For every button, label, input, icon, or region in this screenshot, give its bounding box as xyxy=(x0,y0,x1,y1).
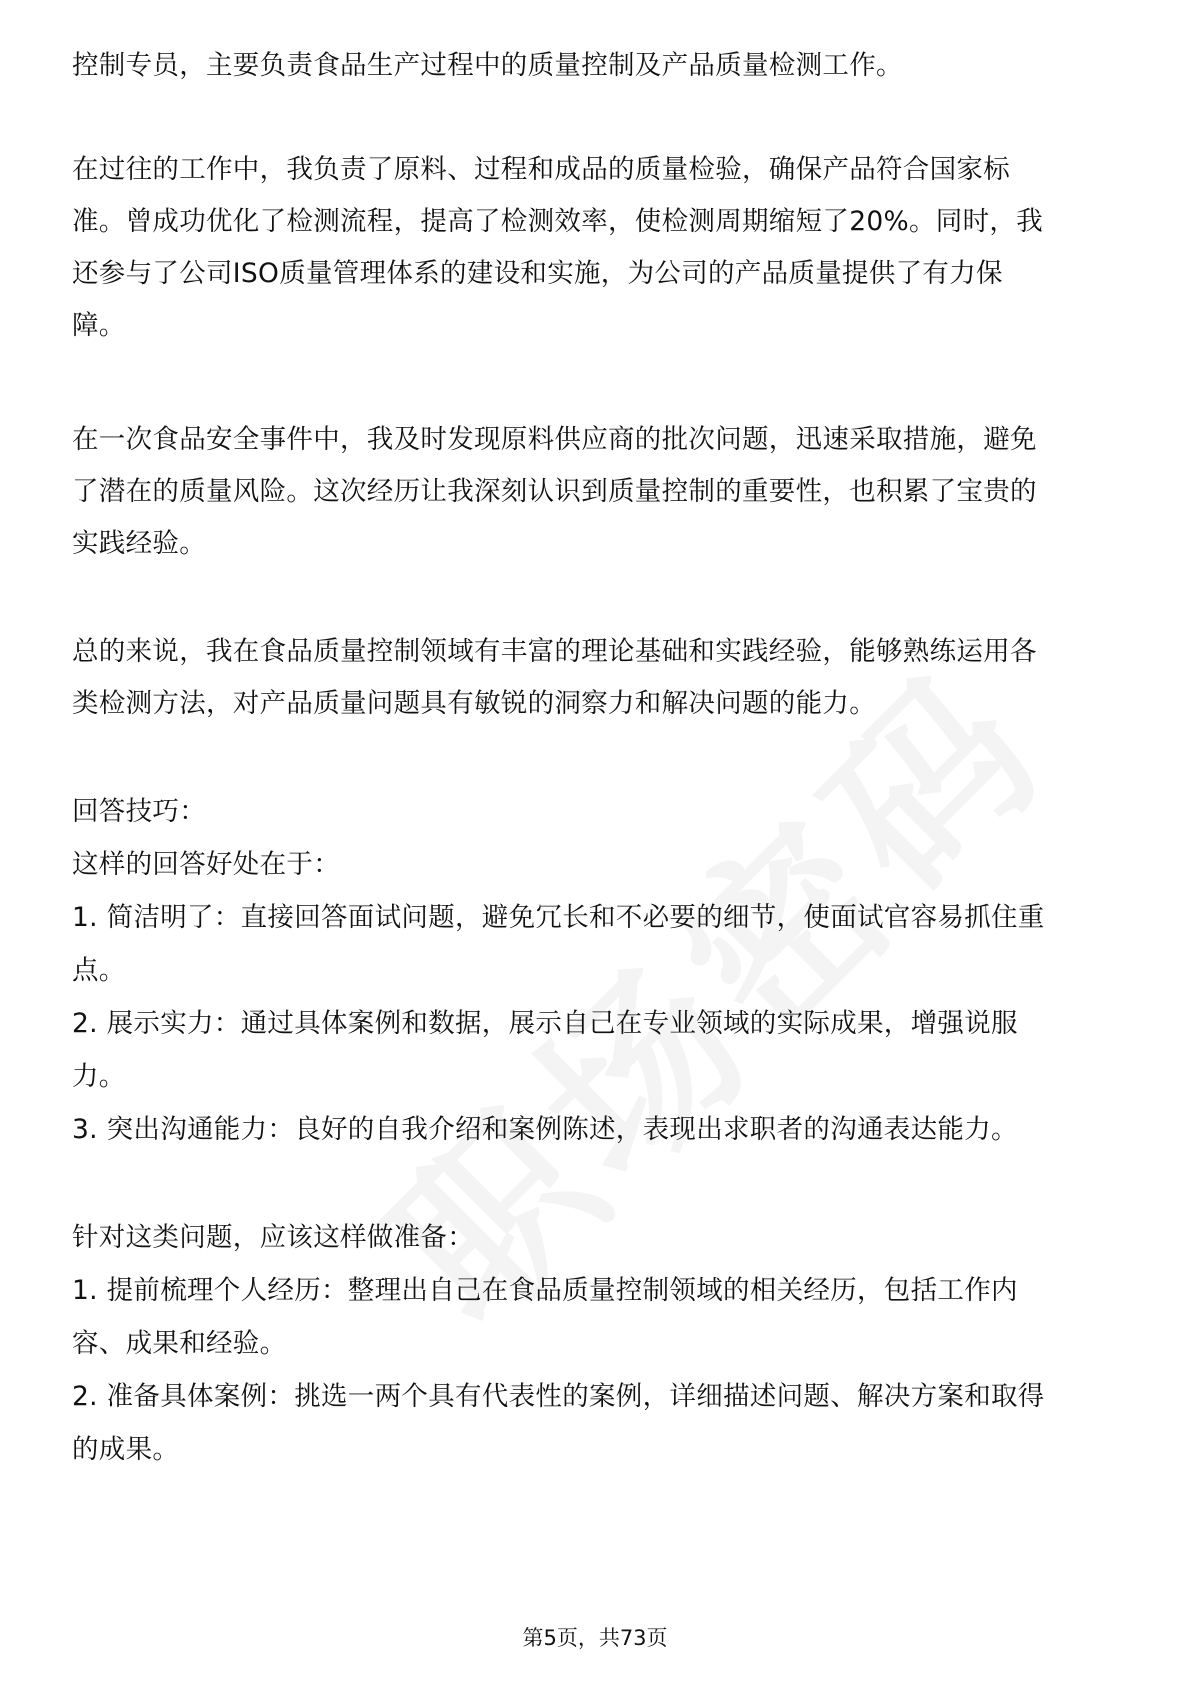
text-line: 在一次食品安全事件中，我及时发现原料供应商的批次问题，迅速采取措施，避免 xyxy=(72,424,1037,455)
paragraph xyxy=(72,422,1037,562)
text-line: 障。 xyxy=(72,310,126,341)
text-line: 3. 突出沟通能力：良好的自我介绍和案例陈述，表现出求职者的沟通表达能力。 xyxy=(72,1114,1018,1145)
text-line: 实践经验。 xyxy=(72,528,206,559)
paragraph xyxy=(72,152,1043,344)
text-line: 类检测方法，对产品质量问题具有敏锐的洞察力和解决问题的能力。 xyxy=(72,688,876,719)
text-line: 容、成果和经验。 xyxy=(72,1328,287,1359)
text-line: 2. 展示实力：通过具体案例和数据，展示自己在专业领域的实际成果，增强说服 xyxy=(72,1008,1018,1039)
text-line: 总的来说，我在食品质量控制领域有丰富的理论基础和实践经验，能够熟练运用各 xyxy=(72,636,1037,667)
paragraph xyxy=(72,794,1045,1148)
page-number: 第5页，共73页 xyxy=(522,1626,668,1650)
text-line: 了潜在的质量风险。这次经历让我深刻认识到质量控制的重要性，也积累了宝贵的 xyxy=(72,476,1037,507)
text-line: 这样的回答好处在于： xyxy=(72,849,340,880)
text-line: 回答技巧： xyxy=(72,796,206,827)
text-line: 力。 xyxy=(72,1061,126,1092)
text-line: 的成果。 xyxy=(72,1434,180,1465)
text-line: 1. 简洁明了：直接回答面试问题，避免冗长和不必要的细节，使面试官容易抓住重 xyxy=(72,902,1045,933)
text-line: 控制专员，主要负责食品生产过程中的质量控制及产品质量检测工作。 xyxy=(72,50,903,81)
text-line: 还参与了公司ISO质量管理体系的建设和实施，为公司的产品质量提供了有力保 xyxy=(72,258,1003,289)
paragraph xyxy=(72,48,903,84)
paragraph xyxy=(72,634,1037,722)
text-line: 在过往的工作中，我负责了原料、过程和成品的质量检验，确保产品符合国家标 xyxy=(72,154,1010,185)
paragraph xyxy=(72,1220,1045,1468)
text-line: 1. 提前梳理个人经历：整理出自己在食品质量控制领域的相关经历，包括工作内 xyxy=(72,1275,1018,1306)
text-line: 准。曾成功优化了检测流程，提高了检测效率，使检测周期缩短了20%。同时，我 xyxy=(72,206,1043,237)
text-line: 针对这类问题，应该这样做准备： xyxy=(72,1222,474,1253)
text-line: 2. 准备具体案例：挑选一两个具有代表性的案例，详细描述问题、解决方案和取得 xyxy=(72,1381,1045,1412)
text-line: 点。 xyxy=(72,955,126,986)
